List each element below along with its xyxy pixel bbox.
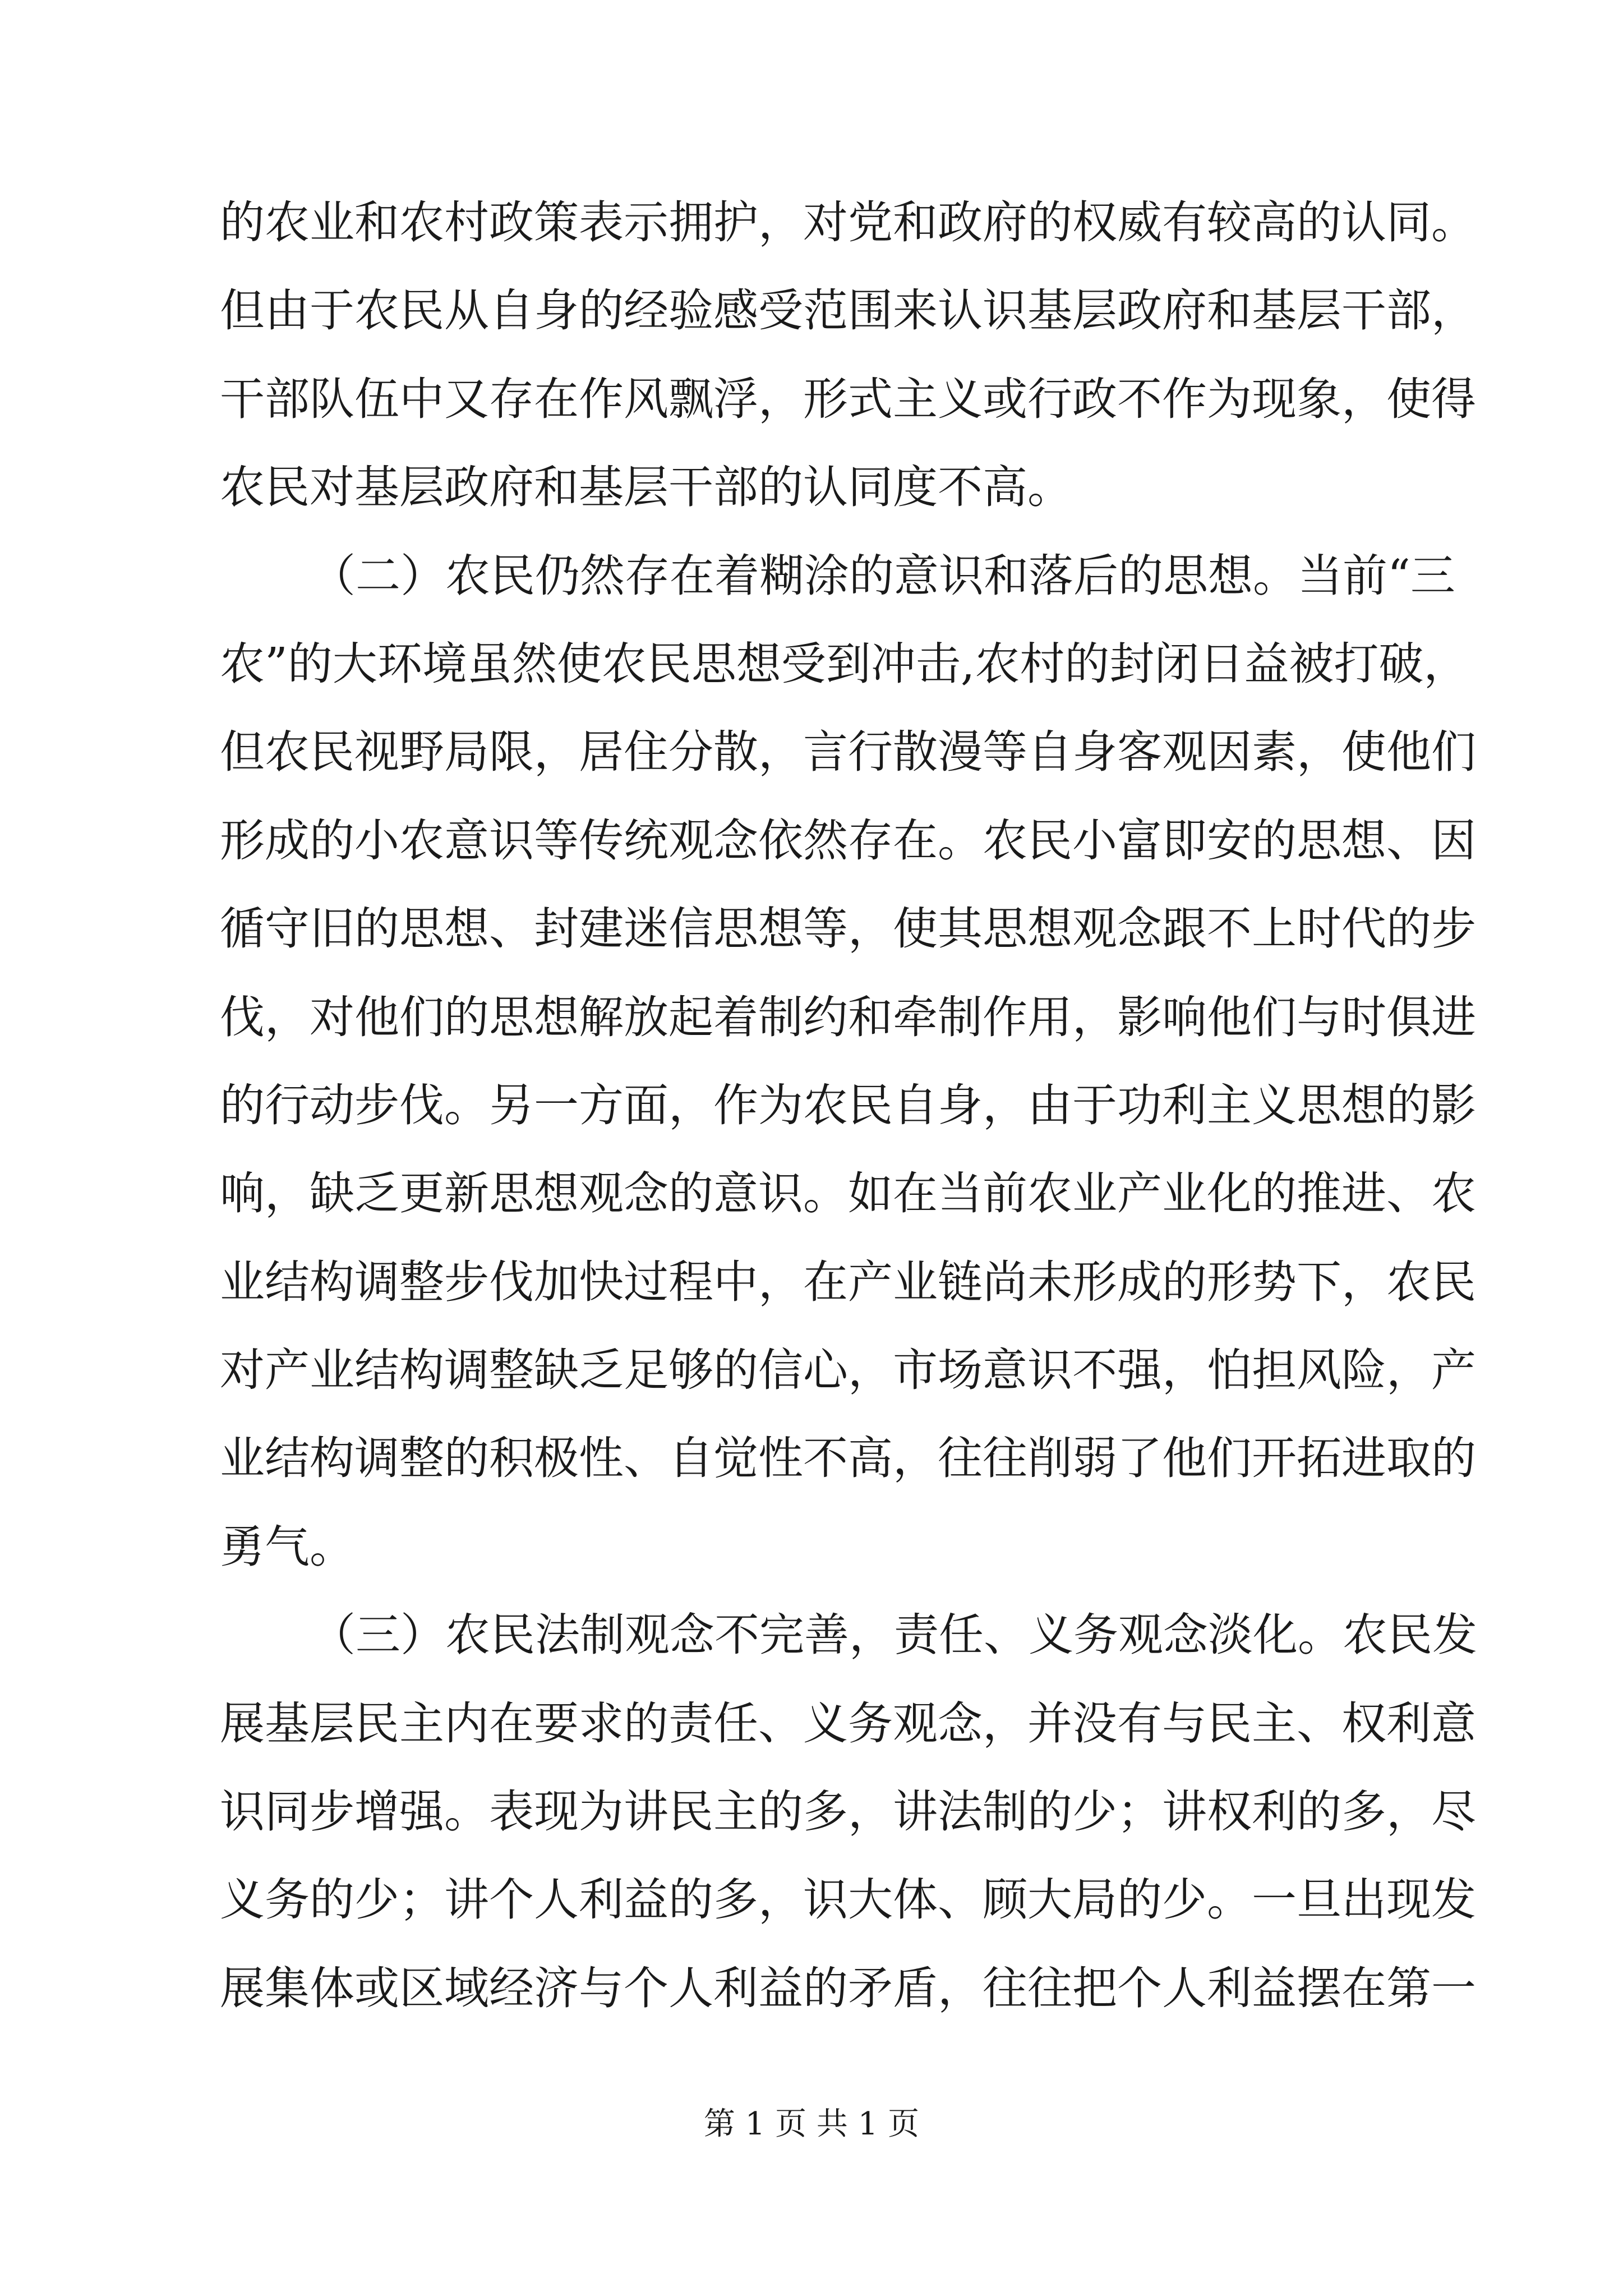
text-line: 干部队伍中又存在作风飘浮，形式主义或行政不作为现象，使得 xyxy=(220,372,1476,425)
text-line: 形成的小农意识等传统观念依然存在。农民小富即安的思想、因 xyxy=(220,814,1476,867)
text-line: 农民对基层政府和基层干部的认同度不高。 xyxy=(220,461,1072,514)
text-line: 农”的大环境虽然使农民思想受到冲击,农村的封闭日益被打破， xyxy=(220,637,1469,690)
text-line: 但农民视野局限，居住分散，言行散漫等自身客观因素，使他们 xyxy=(220,726,1476,779)
paragraph xyxy=(220,1591,1477,2032)
text-line: 展基层民主内在要求的责任、义务观念，并没有与民主、权利意 xyxy=(220,1697,1476,1750)
text-line: 伐，对他们的思想解放起着制约和牵制作用，影响他们与时俱进 xyxy=(220,991,1476,1043)
text-line: 展集体或区域经济与个人利益的矛盾，往往把个人利益摆在第一 xyxy=(220,1962,1476,2014)
text-line: 但由于农民从自身的经验感受范围来认识基层政府和基层干部， xyxy=(220,284,1476,337)
text-line: （二）农民仍然存在着糊涂的意识和落后的思想。当前“三 xyxy=(311,549,1455,602)
paragraph xyxy=(220,178,1476,532)
text-line: 的行动步伐。另一方面，作为农民自身，由于功利主义思想的影 xyxy=(220,1079,1476,1131)
text-line: 勇气。 xyxy=(220,1520,354,1573)
text-line: 循守旧的思想、封建迷信思想等，使其思想观念跟不上时代的步 xyxy=(220,903,1476,955)
text-line: 的农业和农村政策表示拥护，对党和政府的权威有较高的认同。 xyxy=(220,196,1476,249)
text-line: 业结构调整的积极性、自觉性不高，往往削弱了他们开拓进取的 xyxy=(220,1432,1476,1485)
text-line: 义务的少；讲个人利益的多，识大体、顾大局的少。一旦出现发 xyxy=(220,1874,1476,1926)
text-line: 响，缺乏更新思想观念的意识。如在当前农业产业化的推进、农 xyxy=(220,1167,1476,1220)
text-line: 业结构调整步伐加快过程中，在产业链尚未形成的形势下，农民 xyxy=(220,1255,1476,1308)
page-footer: 第 1 页 共 1 页 xyxy=(703,2106,920,2142)
text-line: 识同步增强。表现为讲民主的多，讲法制的少；讲权利的多，尽 xyxy=(220,1786,1476,1838)
text-line: （三）农民法制观念不完善，责任、义务观念淡化。农民发 xyxy=(311,1609,1477,1662)
paragraph xyxy=(220,532,1476,1591)
document-body xyxy=(220,178,1477,2032)
text-line: 对产业结构调整缺乏足够的信心，市场意识不强，怕担风险，产 xyxy=(220,1344,1476,1397)
